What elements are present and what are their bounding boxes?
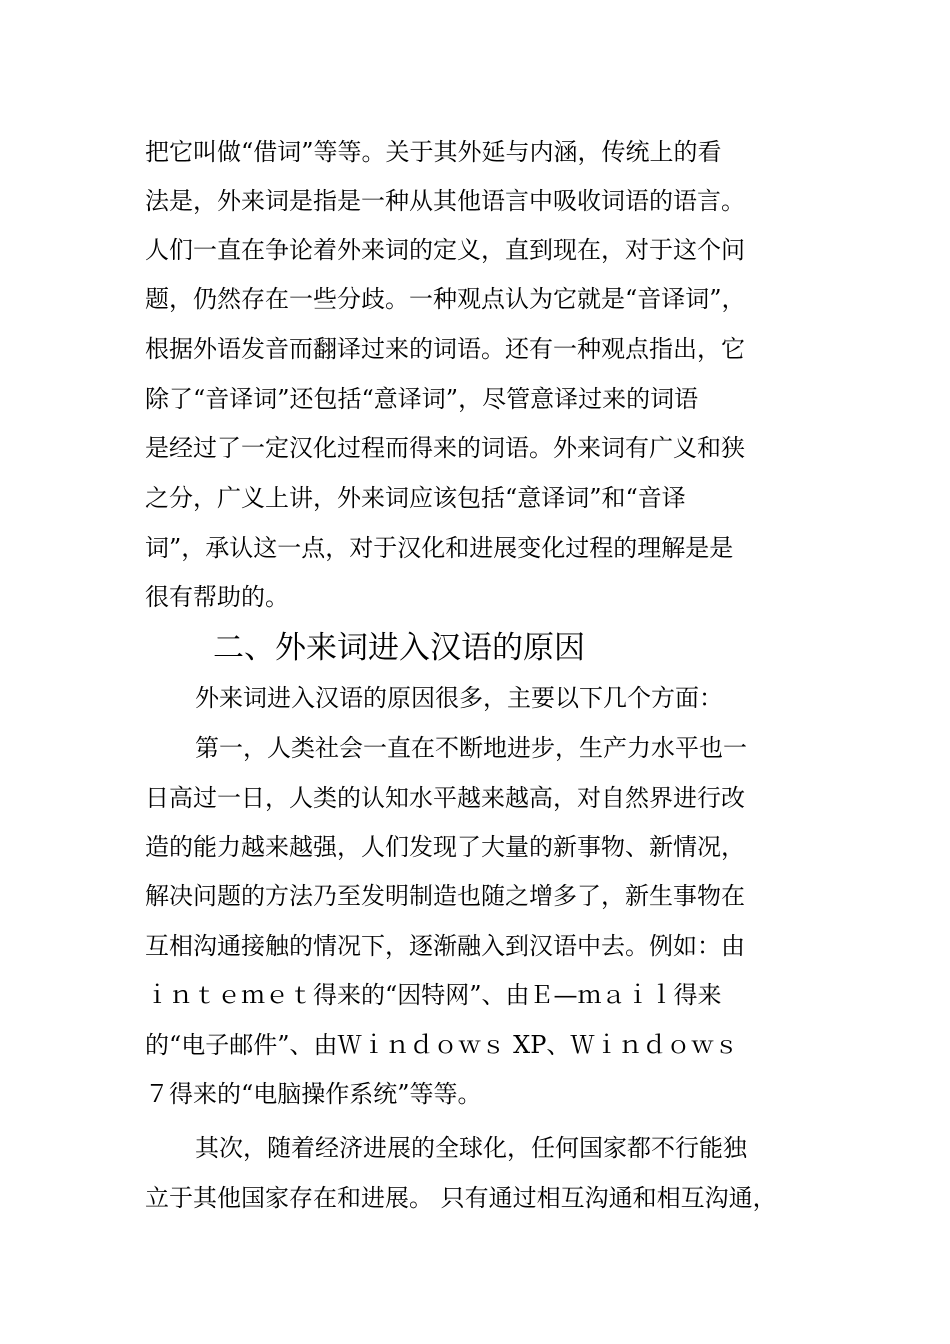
paragraph-line: 的“电子邮件”、由Ｗｉｎｄｏｗｓ XP、Ｗｉｎｄｏｗｓ [145, 1031, 739, 1059]
paragraph-line: 互相沟通接触的情况下，逐渐融入到汉语中去。例如：由 [145, 932, 745, 960]
paragraph-line: 是经过了一定汉化过程而得来的词语。外来词有广义和狭 [145, 434, 745, 462]
paragraph-line: 立于其他国家存在和进展。 只有通过相互沟通和相互沟通， [145, 1184, 777, 1212]
paragraph-line: 第一，人类社会一直在不断地进步，生产力水平也一 [195, 734, 747, 762]
paragraph-line: 很有帮助的。 [145, 583, 289, 611]
paragraph-line: ７得来的“电脑操作系统”等等。 [145, 1080, 482, 1108]
paragraph-line: 题，仍然存在一些分歧。一种观点认为它就是“音译词”， [145, 285, 746, 313]
paragraph-line: 根据外语发音而翻译过来的词语。还有一种观点指出，它 [145, 335, 745, 363]
paragraph-line: 之分，广义上讲，外来词应该包括“意译词”和“音译 [145, 484, 686, 512]
section-heading: 二、外来词进入汉语的原因 [213, 630, 585, 666]
paragraph-line: 造的能力越来越强，人们发现了大量的新事物、新情况， [145, 833, 745, 861]
paragraph-line: 除了“音译词”还包括“意译词”，尽管意译过来的词语 [145, 385, 699, 413]
paragraph-line: 把它叫做“借词”等等。关于其外延与内涵，传统上的看 [145, 138, 722, 166]
paragraph-line: 词”，承认这一点，对于汉化和进展变化过程的理解是是 [145, 534, 734, 562]
paragraph-line: 人们一直在争论着外来词的定义，直到现在，对于这个问 [145, 236, 745, 264]
paragraph-line: ｉｎｔｅｍｅｔ得来的“因特网”、由Ｅ—ｍａｉｌ得来 [145, 981, 722, 1009]
paragraph-line: 其次，随着经济进展的全球化，任何国家都不行能独 [195, 1134, 747, 1162]
paragraph-line: 法是，外来词是指是一种从其他语言中吸收词语的语言。 [145, 187, 745, 215]
paragraph-line: 日高过一日，人类的认知水平越来越高，对自然界进行改 [145, 784, 745, 812]
paragraph-line: 解决问题的方法乃至发明制造也随之增多了，新生事物在 [145, 882, 745, 910]
intro-line: 外来词进入汉语的原因很多，主要以下几个方面： [195, 684, 723, 712]
